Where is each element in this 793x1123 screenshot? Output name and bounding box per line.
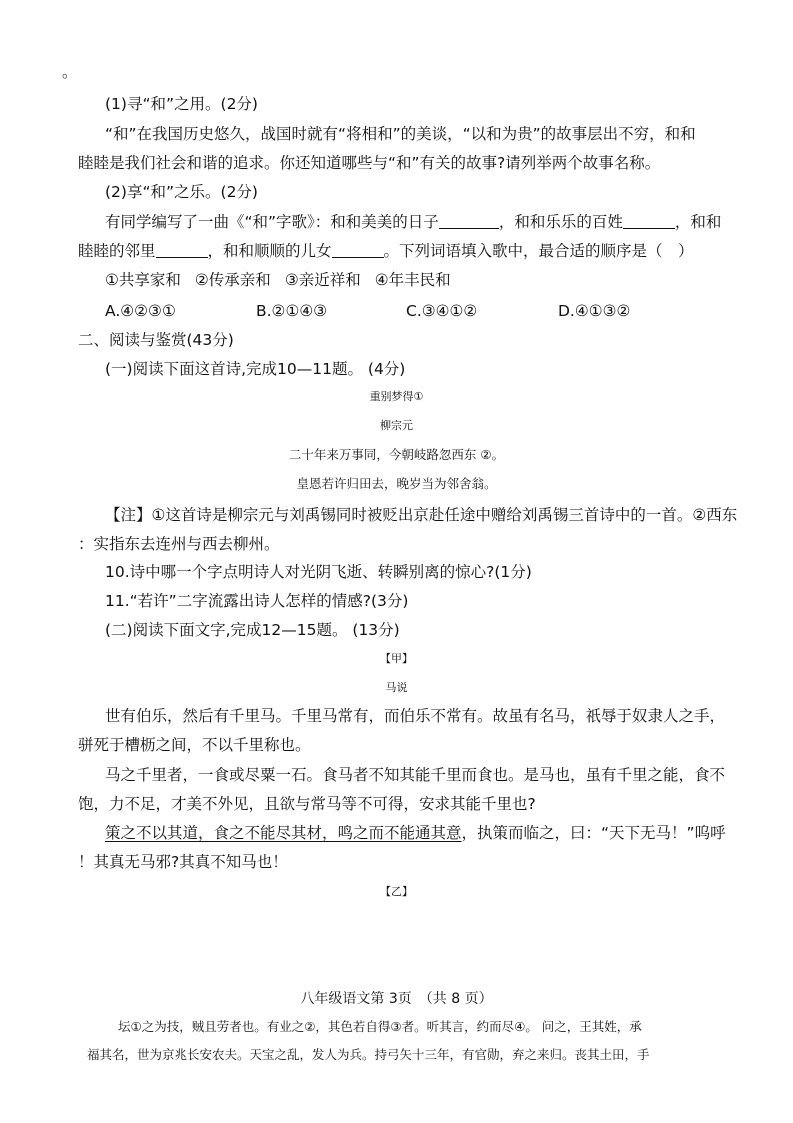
ma-shuo-title: 马说	[385, 681, 408, 694]
question-1-title: (1)寻“和”之用。(2分)	[105, 95, 258, 113]
part-2-heading: (二)阅读下面文字,完成12—15题。 (13分)	[105, 621, 400, 639]
question-2-text-line1: 有同学编写了一曲《“和”字歌》：和和美美的日子 ，和和乐乐的百姓 ，和和	[105, 213, 722, 231]
ma-shuo-para1-line2: 骈死于槽枥之间，不以千里称也。	[78, 736, 311, 754]
ma-shuo-para1-line1: 世有伯乐，然后有千里马。千里马常有，而伯乐不常有。故虽有名马，祇辱于奴隶人之手，	[105, 707, 726, 725]
answer-blank	[332, 242, 384, 258]
poem-note-line1: 【注】①这首诗是柳宗元与刘禹锡同时被贬出京赴任途中赠给刘禹锡三首诗中的一首。②西东	[105, 506, 738, 524]
ma-shuo-para2-line2: 饱，力不足，才美不外见，且欲与常马等不可得，安求其能千里也?	[78, 795, 536, 813]
ma-shuo-para3-line2: ！其真无马邪?其真不知马也！	[78, 853, 288, 871]
question-1-text-line1: “和”在我国历史悠久，战国时就有“将相和”的美谈，“以和为贵”的故事层出不穷，和和	[105, 125, 696, 143]
question-2-text-line2: 睦睦的邻里 ，和和顺顺的儿女 。下列词语填入歌中，最合适的顺序是（ ）	[78, 242, 694, 260]
answer-blank	[439, 213, 499, 229]
poem-title: 重别梦得①	[369, 390, 424, 403]
ma-shuo-para3-line1: 策之不以其道，食之不能尽其材，鸣之而不能通其意，执策而临之，曰：“天下无马！”呜呼	[105, 824, 726, 842]
choice-b: B.②①④③	[256, 302, 328, 320]
stray-period: 。	[62, 63, 78, 81]
ma-shuo-para2-line1: 马之千里者，一食或尽粟一石。食马者不知其能千里而食也。是马也，虽有千里之能，食不	[105, 766, 726, 784]
answer-blank	[156, 242, 208, 258]
yi-text-line1: 坛①之为技，贼且劳者也。有业之②，其色若自得③者。听其言，约而尽④。 问之，王其姓，承	[118, 1019, 642, 1034]
underlined-sentence: 策之不以其道，食之不能尽其材，鸣之而不能通其意	[105, 824, 462, 842]
section-2-heading: 二、阅读与鉴赏(43分)	[78, 331, 234, 349]
yi-text-line2: 福其名，世为京兆长安农夫。天宝之乱，发人为兵。持弓矢十三年，有官勋，弃之来归。丧其土田，手	[87, 1047, 650, 1062]
poem-line-2: 皇恩若许归田去，晚岁当为邻舍翁。	[296, 476, 497, 491]
choice-a: A.④②③①	[105, 302, 176, 320]
text-jia-label: 【甲】	[380, 652, 413, 665]
page-footer: 八年级语文第 3页 （共 8 页）	[300, 991, 493, 1007]
text-yi-label: 【乙】	[380, 885, 413, 898]
poem-note-line2: ：实指东去连州与西去柳州。	[78, 535, 280, 553]
choice-c: C.③④①②	[406, 302, 478, 320]
question-2-title: (2)享“和”之乐。(2分)	[105, 183, 258, 201]
question-11: 11.“若许”二字流露出诗人怎样的情感?(3分)	[105, 592, 409, 610]
part-1-heading: (一)阅读下面这首诗,完成10—11题。 (4分)	[105, 360, 406, 378]
question-10: 10.诗中哪一个字点明诗人对光阴飞逝、转瞬别离的惊心?(1分)	[105, 563, 532, 581]
choice-d: D.④①③②	[558, 302, 631, 320]
poem-line-1: 二十年来万事同，今朝岐路忽西东 ②。	[288, 447, 505, 462]
word-options: ①共享家和 ②传承亲和 ③亲近祥和 ④年丰民和	[105, 271, 451, 289]
question-1-text-line2: 睦睦是我们社会和谐的追求。你还知道哪些与“和”有关的故事?请列举两个故事名称。	[78, 154, 661, 172]
poem-author: 柳宗元	[380, 419, 413, 432]
answer-blank	[623, 213, 675, 229]
